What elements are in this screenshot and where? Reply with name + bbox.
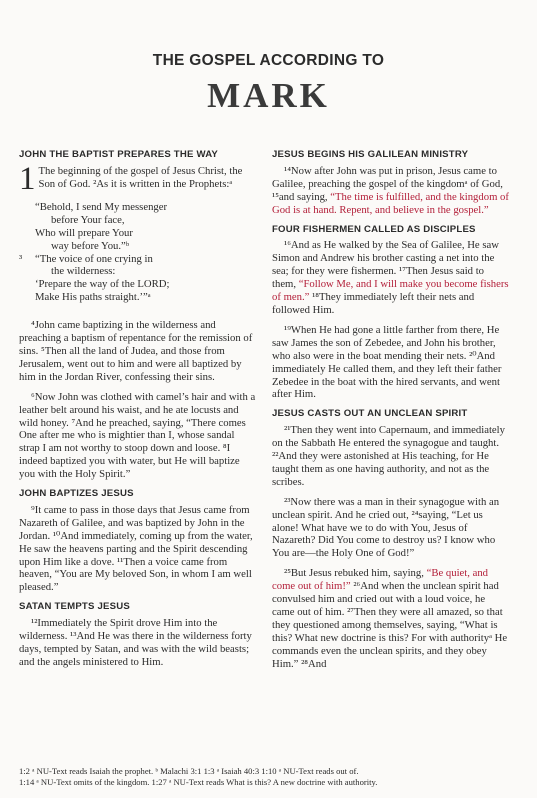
paragraph: ²¹Then they went into Capernaum, and immediately on the Sabbath He entered the synagogue and taught. ²²And they were astonished at His teaching, for He taught them as one having authority, and not as the scribes. [272, 424, 505, 488]
words-of-jesus: “The time is fulfilled, and the kingdom of God is at hand. Repent, and believe in the gospel.” [272, 190, 509, 216]
book-title: MARK [207, 76, 330, 115]
paragraph: ¹²Immediately the Spirit drove Him into the wilderness. ¹³And He was there in the wilderness forty days, tempted by Satan, and was with the wild beasts; and the angels ministered to Him. [19, 617, 252, 668]
book-subtitle: THE GOSPEL ACCORDING TO [152, 52, 385, 69]
footnote-line: 1:14 ᵃ NU-Text omits of the kingdom. 1:27 ᵃ NU-Text reads What is this? A new doctrine with authority. [19, 777, 378, 787]
chapter-number: 1 [19, 160, 36, 197]
section-heading: JOHN BAPTIZES JESUS [19, 488, 134, 500]
quotation-poem [19, 201, 257, 304]
verse-text: ¹⁴Now after John was put in prison, Jesus came to Galilee, preaching the gospel of the kingdomᵃ of God, ¹⁵and saying, [272, 164, 503, 203]
section-heading: JOHN THE BAPTIST PREPARES THE WAY [19, 149, 219, 160]
poem-line [19, 253, 257, 266]
paragraph: ⁹It came to pass in those days that Jesus came from Nazareth of Galilee, and was baptized by John in the Jordan. ¹⁰And immediately, coming up from the water, He saw the heavens parting and the Spirit descending upon Him like a dove. ¹¹Then a voice came from heaven, “You are My beloved Son, in whom I am well pleased.” [19, 503, 253, 594]
verse-text: The beginning of the gospel of Jesus Christ, the Son of God. ²As it is written in the Prophets:ᵃ [38, 164, 243, 190]
right-column [272, 145, 510, 678]
section-heading: JESUS BEGINS HIS GALILEAN MINISTRY [272, 149, 469, 160]
section-heading: JESUS CASTS OUT AN UNCLEAN SPIRIT [272, 408, 468, 420]
paragraph: ⁶Now John was clothed with camel’s hair and with a leather belt around his waist, and he ate locusts and wild honey. ⁷And he preached, saying, “There comes One after me who is mightier than I, whose sandal strap I am not worthy to stoop down and loose. ⁸I indeed baptized you with water, but He will baptize you with the Holy Spirit.” [19, 390, 256, 481]
verse-text: ²⁶And when the unclean spirit had convulsed him and cried out with a loud voice, he came out of him. ²⁷Then they were all amazed, so that they questioned among themselves, saying, “What is this? What new doctrine is this? For with authorityᵃ He commands even the unclean spirits, and they obey Him.” ²⁸And [272, 580, 508, 670]
paragraph: ²³Now there was a man in their synagogue with an unclean spirit. And he cried out, ²⁴saying, “Let us alone! What have we to do with You, Jesus of Nazareth? Did You come to destroy us? I know who You are—the Holy One of God!” [272, 495, 500, 560]
verse-text: ¹⁶And as He walked by the Sea of Galilee, He saw Simon and Andrew his brother casting a net into the sea; for they were fishermen. ¹⁷Then Jesus said to them, [272, 239, 499, 291]
poem-line: “Behold, I send My messenger [35, 200, 168, 213]
verse-text: ¹⁸They immediately left their nets and followed Him. [272, 291, 475, 316]
paragraph: ¹⁹When He had gone a little farther from there, He saw James the son of Zebedee, and John his brother, who also were in the boat mending their nets. ²⁰And immediately He called them, and they left their father Zebedee in the boat with the hired servants, and went after Him. [272, 323, 502, 401]
verse-number: ³ [19, 252, 23, 265]
words-of-jesus: “Follow Me, and I will make you become fishers of men.” [272, 278, 509, 304]
footnotes [19, 766, 519, 788]
poem-line: Who will prepare Your [35, 226, 133, 239]
poem-line: before Your face, [51, 213, 125, 226]
poem-text: “The voice of one crying in [35, 252, 153, 265]
verse-text: ²⁵But Jesus rebuked him, saying, [284, 567, 427, 580]
paragraph [19, 160, 257, 197]
section-heading: SATAN TEMPTS JESUS [19, 601, 130, 613]
paragraph [272, 239, 510, 316]
poem-line: way before You.”ᵇ [51, 239, 130, 252]
paragraph: ⁴John came baptizing in the wilderness and preaching a baptism of repentance for the remission of sins. ⁵Then all the land of Judea, and those from Jerusalem, went out to him and were all baptized by him in the Jordan River, confessing their sins. [19, 319, 253, 383]
poem-line: ‘Prepare the way of the LORD; [35, 278, 170, 291]
section-heading: FOUR FISHERMEN CALLED AS DISCIPLES [272, 223, 476, 235]
paragraph [272, 165, 510, 217]
footnote-line: 1:2 ᵃ NU-Text reads Isaiah the prophet. ᵇ Malachi 3:1 1:3 ᵃ Isaiah 40:3 1:10 ᵃ NU-Text reads out of. [19, 766, 359, 776]
poem-line: Make His paths straight.’”ᵃ [35, 291, 151, 304]
words-of-jesus: “Be quiet, and come out of him!” [272, 567, 489, 593]
paragraph [272, 567, 510, 670]
left-column [19, 145, 257, 676]
poem-line: the wilderness: [51, 265, 116, 278]
